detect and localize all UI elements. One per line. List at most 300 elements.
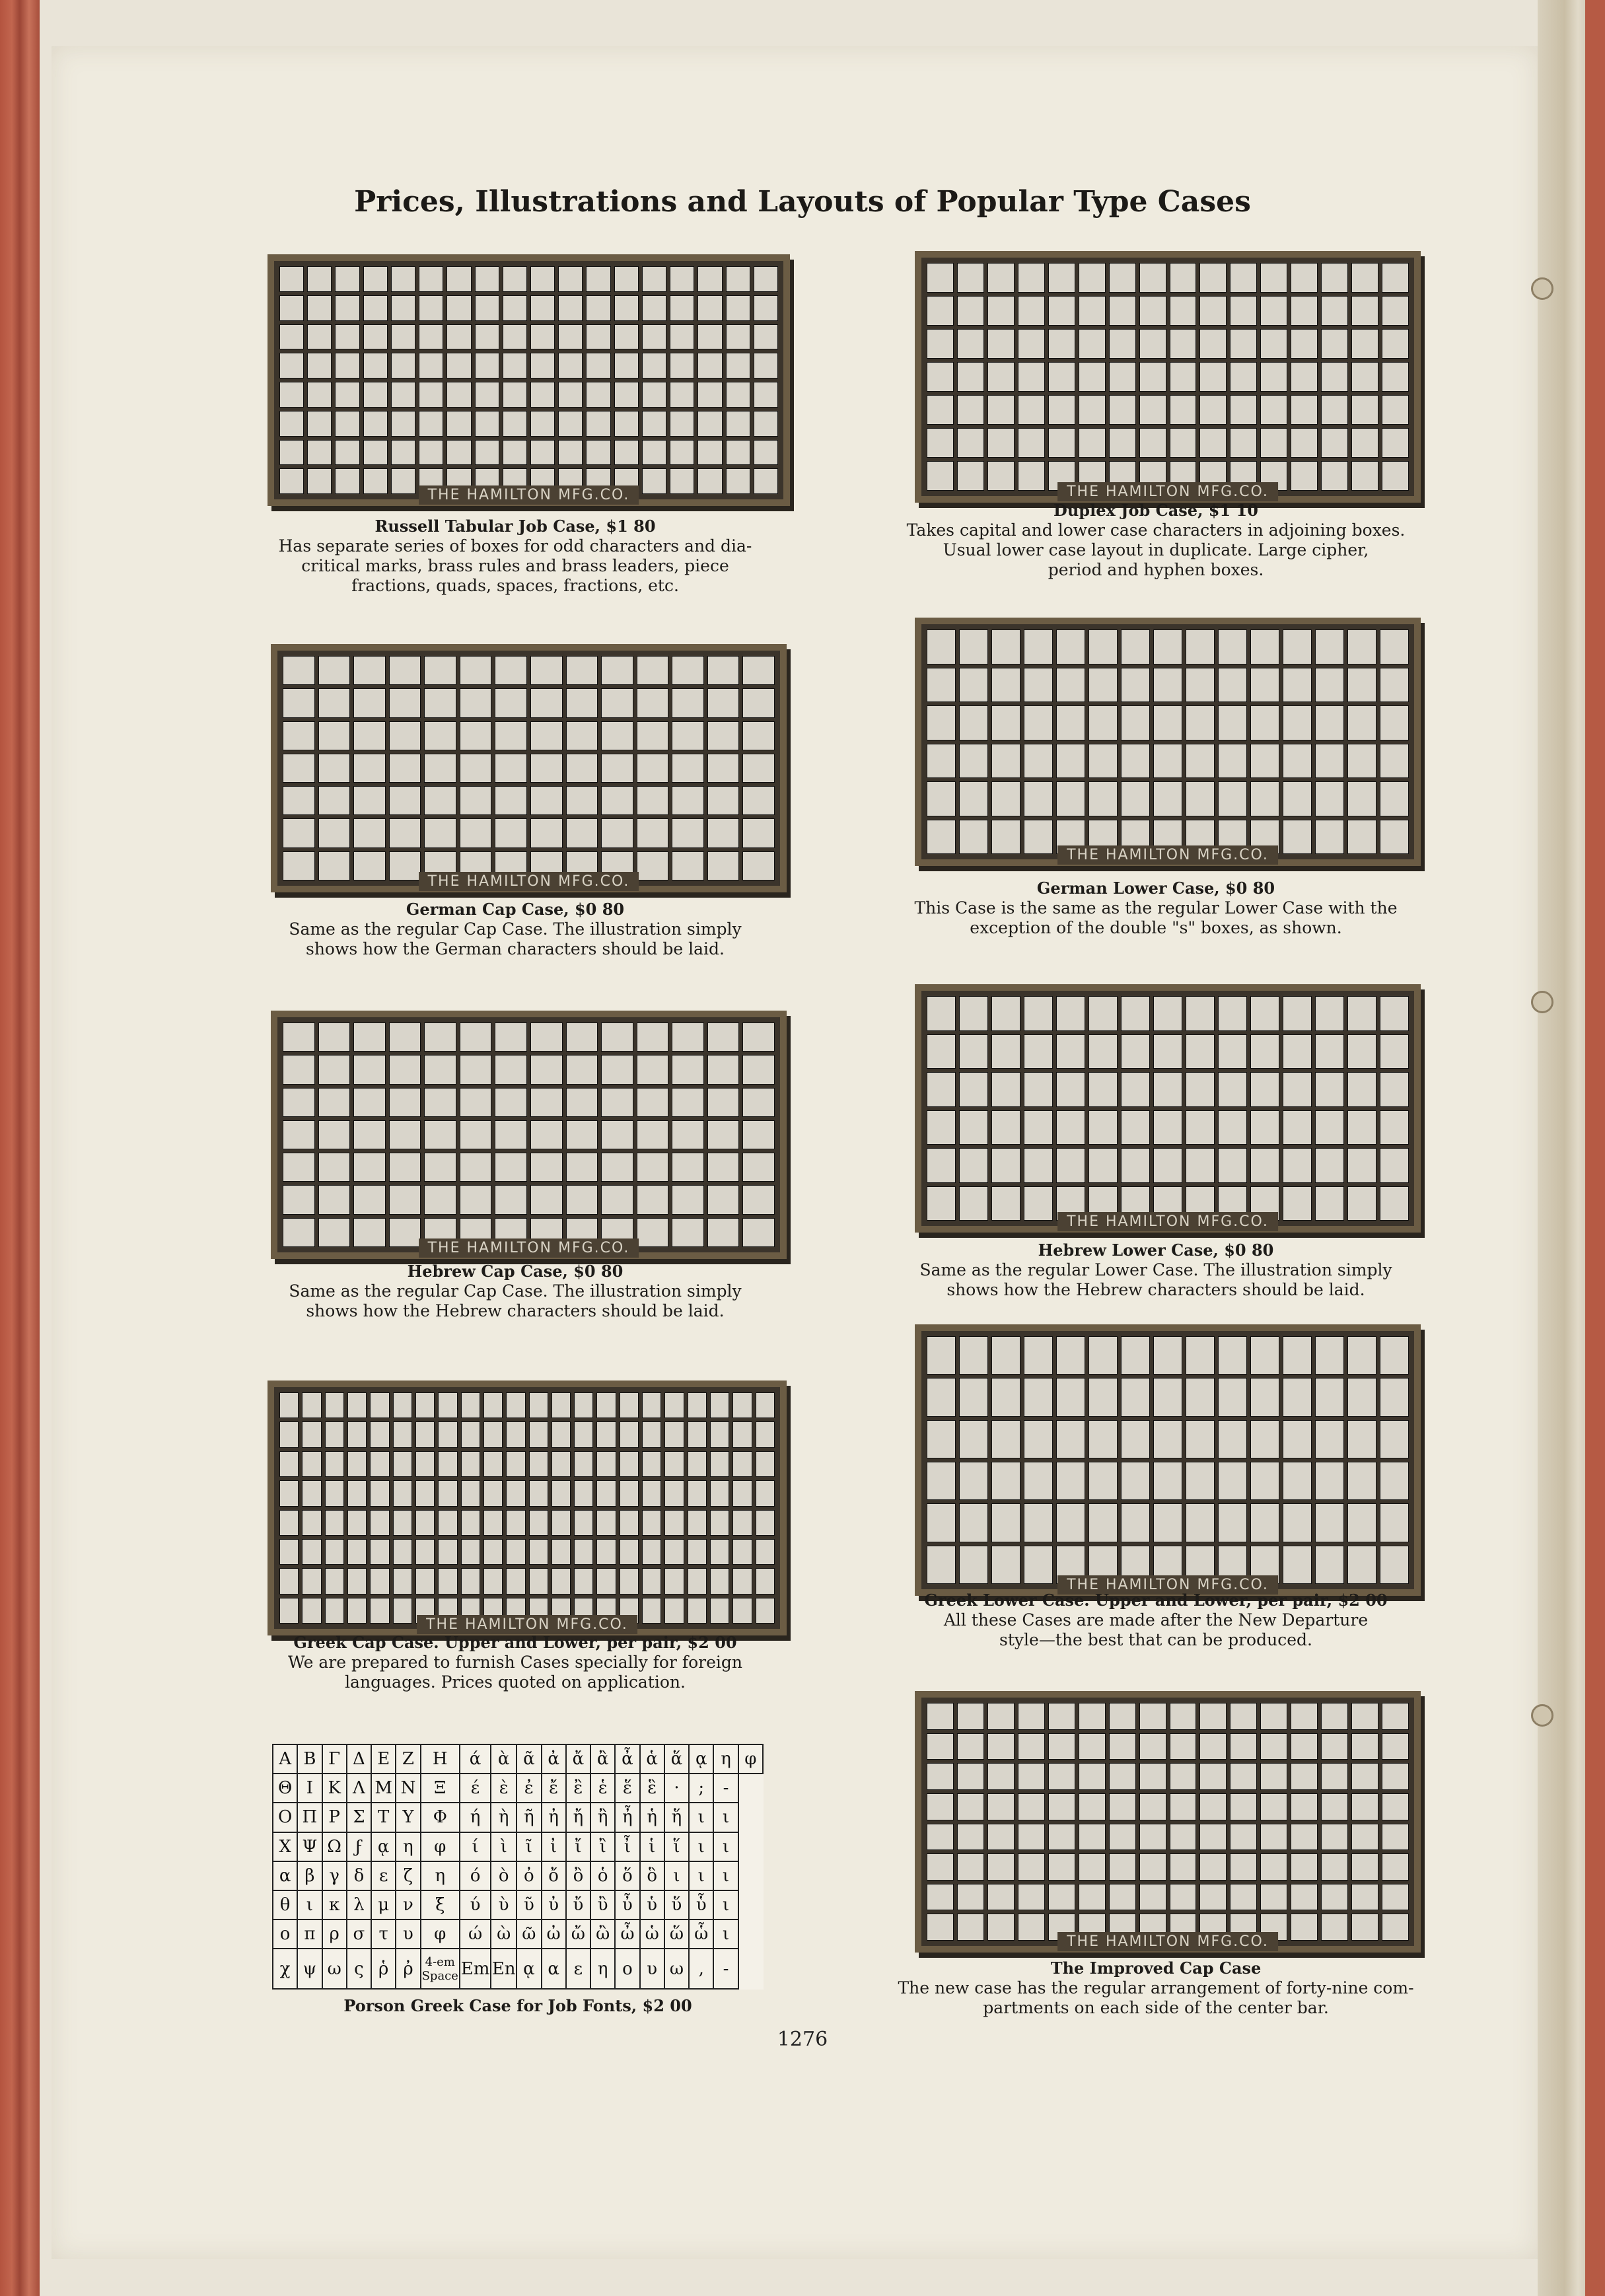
- porson-cell: ω: [322, 1949, 347, 1989]
- case-compartment: [370, 1421, 389, 1447]
- case-compartment: [558, 266, 583, 292]
- case-compartment: [424, 786, 456, 815]
- case-compartment: [302, 1421, 321, 1447]
- case-compartment: [1347, 1546, 1376, 1584]
- case-compartment: [389, 851, 421, 880]
- porson-cell: η: [713, 1744, 738, 1774]
- case-compartment: [754, 295, 778, 321]
- case-compartment: [335, 324, 359, 350]
- porson-cell: μ: [371, 1890, 396, 1919]
- case-compartment: [1199, 1733, 1227, 1760]
- case-compartment: [1139, 263, 1166, 293]
- case-compartment: [552, 1510, 571, 1536]
- case-compartment: [1153, 1462, 1182, 1500]
- case-compartment: [1056, 1034, 1085, 1069]
- case-compartment: [754, 468, 778, 494]
- case-compartment: [1024, 629, 1053, 664]
- case-compartment: [530, 818, 563, 847]
- case-compartment: [1382, 1884, 1409, 1911]
- case-compartment: [1109, 1884, 1136, 1911]
- case-compartment: [1315, 1072, 1344, 1107]
- case-compartment: [389, 721, 421, 750]
- case-compartment: [670, 440, 694, 466]
- case-compartment: [1186, 629, 1215, 664]
- case-compartment: [363, 324, 388, 350]
- case-compartment: [1380, 1336, 1409, 1375]
- case-compartment: [710, 1480, 729, 1506]
- porson-cell: Em: [460, 1949, 491, 1989]
- porson-cell: Δ: [347, 1744, 371, 1774]
- case-compartment: [347, 1568, 367, 1594]
- case-compartment: [710, 1451, 729, 1477]
- case-compartment: [1121, 1148, 1150, 1183]
- porson-cell: ῦ: [517, 1890, 541, 1919]
- case-compartment: [1153, 1034, 1182, 1069]
- case-compartment: [637, 656, 669, 685]
- case-compartment: [1199, 1824, 1227, 1851]
- case-compartment: [530, 1055, 563, 1084]
- porson-cell: ᾳ: [371, 1832, 396, 1861]
- case-compartment: [1056, 996, 1085, 1031]
- porson-cell: ξ: [421, 1890, 460, 1919]
- case-compartment: [1024, 1503, 1053, 1542]
- porson-row: [273, 1949, 763, 1989]
- case-compartment: [1121, 629, 1150, 664]
- case-compartment: [1153, 705, 1182, 740]
- case-compartment: [391, 440, 415, 466]
- porson-cell: ὖ: [615, 1890, 639, 1919]
- case-compartment: [1186, 1336, 1215, 1375]
- case-compartment: [506, 1539, 525, 1565]
- case-compartment: [1170, 263, 1197, 293]
- case-compartment: [566, 1120, 598, 1149]
- case-compartment: [637, 851, 669, 880]
- case-compartment: [756, 1568, 775, 1594]
- case-compartment: [1088, 1503, 1118, 1542]
- case-compartment: [742, 1088, 775, 1117]
- case-compartment: [726, 411, 750, 437]
- case-compartment: [742, 1120, 775, 1149]
- case-compartment: [1170, 1763, 1197, 1790]
- case-compartment: [927, 705, 956, 740]
- case-compartment: [1218, 1034, 1247, 1069]
- case-compartment: [642, 1392, 661, 1418]
- case-compartment: [1380, 820, 1409, 855]
- case-compartment: [664, 1392, 684, 1418]
- case-compartment: [670, 324, 694, 350]
- case-compartment: [530, 721, 563, 750]
- case-compartment: [601, 1088, 633, 1117]
- case-compartment: [1153, 996, 1182, 1031]
- case-compartment: [991, 744, 1020, 779]
- case-compartment: [742, 1055, 775, 1084]
- case-compartment: [389, 786, 421, 815]
- case-compartment: [987, 1824, 1015, 1851]
- case-compartment: [987, 329, 1015, 359]
- case-compartment: [1315, 1420, 1344, 1458]
- caption-title: Hebrew Cap Case, $0 80: [407, 1262, 624, 1281]
- case-compartment: [503, 382, 527, 408]
- case-compartment: [1079, 1733, 1106, 1760]
- porson-cell: ὡ: [640, 1919, 664, 1949]
- case-compartment: [1186, 744, 1215, 779]
- case-compartment: [1315, 996, 1344, 1031]
- case-compartment: [1351, 329, 1378, 359]
- porson-cell: ῶ: [517, 1919, 541, 1949]
- case-compartment: [1283, 1148, 1312, 1183]
- porson-cell: ι: [664, 1861, 689, 1890]
- case-compartment: [1024, 1378, 1053, 1416]
- case-compartment: [1139, 329, 1166, 359]
- case-compartment: [1321, 1733, 1348, 1760]
- case-compartment: [1186, 1110, 1215, 1145]
- case-compartment: [1088, 781, 1118, 816]
- case-compartment: [419, 382, 443, 408]
- case-compartment: [1315, 1186, 1344, 1221]
- case-compartment: [503, 295, 527, 321]
- case-compartment: [1048, 329, 1075, 359]
- porson-cell: ι: [713, 1861, 738, 1890]
- porson-cell: Μ: [371, 1774, 396, 1803]
- case-image-hebrew-lower: [915, 984, 1421, 1233]
- case-compartment: [483, 1421, 503, 1447]
- case-maker-label: THE HAMILTON MFG.CO.: [417, 1615, 637, 1634]
- case-compartment: [530, 411, 555, 437]
- case-compartment: [707, 754, 740, 783]
- case-compartment: [1315, 629, 1344, 664]
- porson-cell: Ω: [322, 1832, 347, 1861]
- case-compartment: [1382, 1793, 1409, 1820]
- case-compartment: [991, 820, 1020, 855]
- case-compartment: [1048, 362, 1075, 392]
- porson-cell: ἒ: [566, 1774, 590, 1803]
- case-compartment: [1153, 1336, 1182, 1375]
- case-compartment: [957, 1914, 984, 1941]
- caption-line: We are prepared to furnish Cases specially for foreign: [287, 1653, 743, 1672]
- case-compartment: [707, 1055, 740, 1084]
- case-compartment: [959, 629, 988, 664]
- case-compartment: [614, 324, 639, 350]
- case-compartment: [1121, 996, 1150, 1031]
- case-compartment: [1347, 1503, 1376, 1542]
- case-compartment: [1170, 1824, 1197, 1851]
- case-compartment: [424, 1185, 456, 1214]
- case-compartment: [707, 721, 740, 750]
- case-compartment: [495, 1022, 527, 1052]
- case-compartment: [601, 1185, 633, 1214]
- case-compartment: [446, 382, 471, 408]
- case-compartment: [601, 1120, 633, 1149]
- case-compartment: [957, 1763, 984, 1790]
- caption-line: Same as the regular Lower Case. The illustration simply: [919, 1260, 1392, 1279]
- case-compartment: [1199, 263, 1227, 293]
- case-compartment: [461, 1568, 480, 1594]
- case-compartment: [1382, 1853, 1409, 1881]
- case-compartment: [302, 1392, 321, 1418]
- case-image-hebrew-cap: [271, 1011, 787, 1259]
- case-compartment: [318, 1120, 351, 1149]
- porson-cell: ω: [664, 1949, 689, 1989]
- case-compartment: [1291, 329, 1318, 359]
- caption-hebrew-lower: [885, 1240, 1427, 1300]
- case-compartment: [1380, 1420, 1409, 1458]
- case-compartment: [438, 1568, 457, 1594]
- porson-cell: ἢ: [590, 1803, 615, 1832]
- case-compartment: [957, 395, 984, 425]
- case-compartment: [529, 1539, 548, 1565]
- caption-title: Russell Tabular Job Case, $1 80: [374, 517, 656, 536]
- porson-cell: β: [297, 1861, 322, 1890]
- case-compartment: [1079, 296, 1106, 326]
- case-compartment: [1024, 996, 1053, 1031]
- case-compartment: [335, 440, 359, 466]
- case-compartment: [672, 1088, 704, 1117]
- case-compartment: [393, 1392, 412, 1418]
- case-compartment: [596, 1510, 616, 1536]
- case-compartment: [697, 411, 722, 437]
- binding-hole-icon: [1531, 1704, 1553, 1727]
- case-compartment: [335, 468, 359, 494]
- case-compartment: [614, 382, 639, 408]
- case-compartment: [1351, 395, 1378, 425]
- case-compartment: [1048, 1733, 1075, 1760]
- case-compartment: [1024, 1420, 1053, 1458]
- case-compartment: [461, 1510, 480, 1536]
- porson-cell: ι: [689, 1832, 713, 1861]
- caption-line: shows how the Hebrew characters should be laid.: [306, 1301, 725, 1320]
- case-compartment: [318, 1185, 351, 1214]
- case-compartment: [424, 1022, 456, 1052]
- case-compartment: [987, 1853, 1015, 1881]
- case-compartment: [1109, 1824, 1136, 1851]
- case-compartment: [1018, 1793, 1045, 1820]
- case-compartment: [483, 1451, 503, 1477]
- case-compartment: [991, 1378, 1020, 1416]
- case-compartment: [637, 1120, 669, 1149]
- case-compartment: [1186, 1072, 1215, 1107]
- case-compartment: [393, 1421, 412, 1447]
- case-compartment: [558, 295, 583, 321]
- case-compartment: [1321, 263, 1348, 293]
- case-compartment: [707, 1120, 740, 1149]
- case-compartment: [614, 353, 639, 378]
- case-compartment: [1380, 1148, 1409, 1183]
- case-compartment: [1079, 395, 1106, 425]
- case-compartment: [1382, 296, 1409, 326]
- case-compartment: [688, 1392, 707, 1418]
- case-compartment: [697, 295, 722, 321]
- case-compartment: [460, 818, 492, 847]
- caption-porson: [272, 1996, 764, 2016]
- case-compartment: [1139, 1733, 1166, 1760]
- case-compartment: [987, 1733, 1015, 1760]
- case-compartment: [1121, 1110, 1150, 1145]
- binding-hole-icon: [1531, 991, 1553, 1013]
- case-compartment: [707, 1153, 740, 1182]
- case-compartment: [335, 382, 359, 408]
- porson-cell: ο: [615, 1949, 639, 1989]
- case-compartment: [283, 656, 315, 685]
- case-compartment: [283, 1218, 315, 1247]
- case-compartment: [1153, 781, 1182, 816]
- case-compartment: [927, 1034, 956, 1069]
- case-compartment: [302, 1598, 321, 1624]
- binding-cover-edge: [1585, 0, 1605, 2296]
- case-compartment: [1351, 263, 1378, 293]
- case-compartment: [959, 1186, 988, 1221]
- case-compartment: [959, 1503, 988, 1542]
- case-compartment: [637, 786, 669, 815]
- case-compartment: [530, 1153, 563, 1182]
- case-compartment: [530, 440, 555, 466]
- case-compartment: [353, 1055, 386, 1084]
- case-compartment: [957, 296, 984, 326]
- case-compartment: [1079, 1853, 1106, 1881]
- porson-cell: Κ: [322, 1774, 347, 1803]
- case-compartment: [1088, 1110, 1118, 1145]
- case-compartment: [1139, 395, 1166, 425]
- porson-cell: ἴ: [566, 1832, 590, 1861]
- porson-cell: ο: [273, 1919, 297, 1949]
- case-compartment: [642, 1480, 661, 1506]
- case-compartment: [302, 1451, 321, 1477]
- case-compartment: [415, 1568, 435, 1594]
- case-compartment: [1199, 1793, 1227, 1820]
- case-compartment: [325, 1421, 344, 1447]
- case-compartment: [1283, 1378, 1312, 1416]
- case-compartment: [279, 266, 304, 292]
- case-compartment: [1079, 1763, 1106, 1790]
- case-compartment: [1199, 1763, 1227, 1790]
- case-compartment: [279, 1568, 299, 1594]
- case-compartment: [424, 754, 456, 783]
- case-compartment: [697, 266, 722, 292]
- porson-row: [273, 1919, 763, 1949]
- case-compartment: [1056, 1378, 1085, 1416]
- case-compartment: [742, 656, 775, 685]
- case-compartment: [987, 395, 1015, 425]
- case-compartment: [558, 382, 583, 408]
- case-compartment: [642, 1539, 661, 1565]
- porson-cell: φ: [421, 1832, 460, 1861]
- case-compartment: [756, 1451, 775, 1477]
- case-compartment: [1283, 1186, 1312, 1221]
- case-compartment: [927, 1462, 956, 1500]
- case-compartment: [1186, 1503, 1215, 1542]
- case-compartment: [732, 1451, 752, 1477]
- case-compartment: [1260, 1853, 1287, 1881]
- case-compartment: [530, 353, 555, 378]
- case-compartment: [530, 324, 555, 350]
- porson-cell: ὴ: [491, 1803, 517, 1832]
- case-compartment: [927, 428, 954, 458]
- case-compartment: [670, 295, 694, 321]
- porson-row: [273, 1832, 763, 1861]
- case-compartment: [1347, 668, 1376, 703]
- case-compartment: [1170, 395, 1197, 425]
- case-compartment: [438, 1510, 457, 1536]
- case-compartment: [927, 1378, 956, 1416]
- case-compartment: [1121, 1336, 1150, 1375]
- case-compartment: [697, 440, 722, 466]
- case-compartment: [391, 295, 415, 321]
- case-compartment: [987, 1703, 1015, 1730]
- case-compartment: [601, 1153, 633, 1182]
- case-compartment: [279, 1392, 299, 1418]
- case-compartment: [1382, 329, 1409, 359]
- porson-cell: Ο: [273, 1803, 297, 1832]
- case-compartment: [959, 1072, 988, 1107]
- case-compartment: [732, 1539, 752, 1565]
- case-compartment: [1250, 1462, 1279, 1500]
- porson-cell: ὼ: [491, 1919, 517, 1949]
- case-maker-label: THE HAMILTON MFG.CO.: [419, 1238, 639, 1258]
- case-compartment: [574, 1421, 593, 1447]
- case-compartment: [1218, 1378, 1247, 1416]
- case-compartment: [1291, 1793, 1318, 1820]
- case-compartment: [424, 656, 456, 685]
- case-image-greek-cap: [268, 1381, 787, 1635]
- case-compartment: [495, 1153, 527, 1182]
- case-compartment: [495, 721, 527, 750]
- case-compartment: [1088, 1462, 1118, 1500]
- case-compartment: [438, 1451, 457, 1477]
- porson-cell: ἀ: [542, 1744, 566, 1774]
- case-compartment: [1283, 1110, 1312, 1145]
- case-compartment: [1230, 395, 1257, 425]
- case-compartment: [1153, 1420, 1182, 1458]
- caption-line: Same as the regular Cap Case. The illustration simply: [289, 919, 742, 939]
- porson-cell: Τ: [371, 1803, 396, 1832]
- case-compartment: [495, 818, 527, 847]
- caption-line: partments on each side of the center bar.: [983, 1998, 1329, 2017]
- case-compartment: [307, 382, 332, 408]
- case-compartment: [574, 1568, 593, 1594]
- case-compartment: [1283, 1034, 1312, 1069]
- case-compartment: [460, 1120, 492, 1149]
- case-compartment: [391, 468, 415, 494]
- case-compartment: [756, 1539, 775, 1565]
- case-compartment: [370, 1451, 389, 1477]
- case-compartment: [927, 1420, 956, 1458]
- case-compartment: [318, 688, 351, 717]
- case-compartment: [389, 1185, 421, 1214]
- case-compartment: [1153, 1110, 1182, 1145]
- case-compartment: [325, 1392, 344, 1418]
- case-compartment: [460, 1055, 492, 1084]
- caption-duplex: [885, 501, 1427, 580]
- case-compartment: [1250, 1378, 1279, 1416]
- case-compartment: [991, 1110, 1020, 1145]
- case-compartment: [1315, 705, 1344, 740]
- case-compartment: [558, 440, 583, 466]
- case-compartment: [1291, 296, 1318, 326]
- case-compartment: [670, 382, 694, 408]
- case-compartment: [1260, 428, 1287, 458]
- case-compartment: [688, 1421, 707, 1447]
- case-compartment: [1315, 1378, 1344, 1416]
- case-compartment: [415, 1451, 435, 1477]
- case-compartment: [1380, 1110, 1409, 1145]
- case-compartment: [1048, 1824, 1075, 1851]
- case-compartment: [957, 263, 984, 293]
- case-compartment: [991, 1336, 1020, 1375]
- case-compartment: [424, 688, 456, 717]
- caption-line: Usual lower case layout in duplicate. Large cipher,: [943, 540, 1369, 559]
- porson-cell: ἲ: [590, 1832, 615, 1861]
- case-compartment: [302, 1568, 321, 1594]
- case-compartment: [1260, 1793, 1287, 1820]
